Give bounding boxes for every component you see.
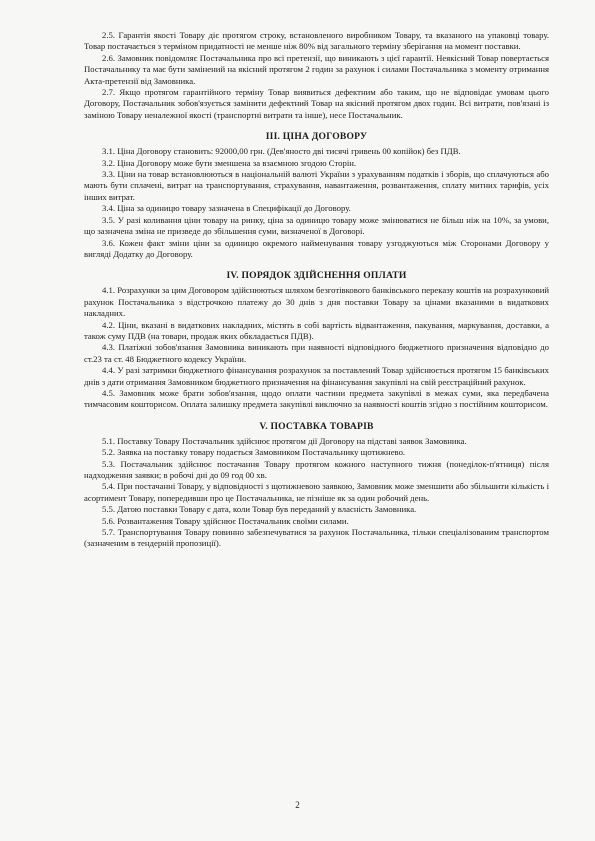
clause-paragraph: 5.7. Транспортування Товару повинно забезпечуватися за рахунок Постачальника, тільки спеціалізованим транспортом (зазначеним в тендерній пропозиції). <box>84 527 549 549</box>
clause-paragraph: 2.5. Гарантія якості Товару діє протягом строку, встановленого виробником Товару, та вказаного на упаковці товару. Товар постачається з терміном придатності не менше ніж 80% від загального терміну зберігання на момент поставки. <box>84 30 549 52</box>
clause-paragraph: 3.5. У разі коливання ціни товару на ринку, ціна за одиницю товару може змінюватися не більш ніж на 10%, за умови, що зазначена зміна не призведе до збільшення суми, визначеної в Договорі. <box>84 214 549 237</box>
clause-paragraph: 3.4. Ціна за одиницю товару зазначена в Специфікації до Договору. <box>102 203 351 214</box>
clause-paragraph: 4.1. Розрахунки за цим Договором здійснюються шляхом безготівкового банківського переказу коштів на розрахунковий рахунок Постачальника з відстрочкою платежу до 30 днів з дня поставки Товару за цінами вказаними в видаткових накладних. <box>84 285 549 319</box>
clause-paragraph: 4.5. Замовник може брати зобов'язання, щодо оплати частини предмета закупівлі в межах суми, яка передбачена тимчасовим кошторисом. Оплата залишку предмета закупівлі виключно за наявності коштів згідно з постійним кошторисом. <box>84 387 549 410</box>
clause-paragraph: 5.1. Поставку Товару Постачальник здійснює протягом дії Договору на підставі заявок Замовника. <box>102 435 467 446</box>
clause-paragraph: 2.7. Якщо протягом гарантійного терміну Товар виявиться дефектним або таким, що не відповідає умовам цього Договору, Постачальник зобов'язується замінити дефектний Товар на якісний протягом двох годин. Всі витрати, пов'язані із заміною Товару неналежної якості (транспортні витрати та інше), несе Постачальник. <box>84 87 549 120</box>
clause-paragraph: 3.3. Ціни на товар встановлюються в національній валюті України з урахуванням податків і зборів, що сплачуються або мають бути сплачені, витрат на транспортування, страхування, навантаження, розвантаження, сплату митних тарифів, усіх інших витрат. <box>84 169 549 202</box>
clause-paragraph: 5.3. Постачальник здійснює постачання Товару протягом кожного наступного тижня (понеділок-п'ятниця) після надходження заявки; в робочі дні до 09 год 00 хв. <box>84 458 549 480</box>
clause-paragraph: 2.6. Замовник повідомляє Постачальника про всі претензії, що виникають з цієї гарантії. Неякісний Товар повертається Постачальнику та має бути замінений на якісний протягом 2 годин за рахунок і силами Постачальника з моменту отримання Акта-претензії від Замовника. <box>84 52 549 86</box>
section-heading: IV. ПОРЯДОК ЗДІЙСНЕННЯ ОПЛАТИ <box>226 270 407 282</box>
clause-paragraph: 3.2. Ціна Договору може бути зменшена за взаємною згодою Сторін. <box>102 157 357 168</box>
page-number: 2 <box>295 800 300 810</box>
clause-paragraph: 5.6. Розвантаження Товару здійснює Постачальник своїми силами. <box>102 515 349 526</box>
clause-paragraph: 5.5. Датою поставки Товару є дата, коли Товар був переданий у власність Замовника. <box>102 504 417 515</box>
clause-paragraph: 3.6. Кожен факт зміни ціни за одиницю окремого найменування товару узгоджуються між Сторонами Договору у вигляді Додатку до Договору. <box>84 237 549 259</box>
clause-paragraph: 4.2. Ціни, вказані в видаткових накладних, містять в собі вартість відвантаження, пакування, маркування, доставки, а також суму ПДВ (на товари, продаж яких обкладається ПДВ). <box>84 319 549 341</box>
clause-paragraph: 5.2. Заявка на поставку товару подається Замовником Постачальнику щотижнево. <box>102 447 406 458</box>
clause-paragraph: 3.1. Ціна Договору становить: 92000,00 грн. (Дев'яносто дві тисячі гривень 00 копійок) без ПДВ. <box>102 146 461 157</box>
clause-paragraph: 4.4. У разі затримки бюджетного фінансування розрахунок за поставлений Товар здійснюється протягом 15 банківських днів з дати отримання Замовником бюджетного призначення на фінансування закупівлі на свій реєстраційний рахунок. <box>84 365 549 387</box>
section-heading: V. ПОСТАВКА ТОВАРІВ <box>259 420 374 432</box>
document-body <box>84 30 549 550</box>
section-heading: ІІІ. ЦІНА ДОГОВОРУ <box>265 131 368 143</box>
clause-paragraph: 4.3. Платіжні зобов'язання Замовника виникають при наявності відповідного бюджетного призначення відповідно до ст.23 та ст. 48 Бюджетного кодексу України. <box>84 342 549 364</box>
clause-paragraph: 5.4. При постачанні Товару, у відповідності з щотижневою заявкою, Замовник може зменшити або збільшити кількість і асортимент Товару, попередивши про це Постачальника, не пізніше як за один робочий день. <box>84 481 549 503</box>
